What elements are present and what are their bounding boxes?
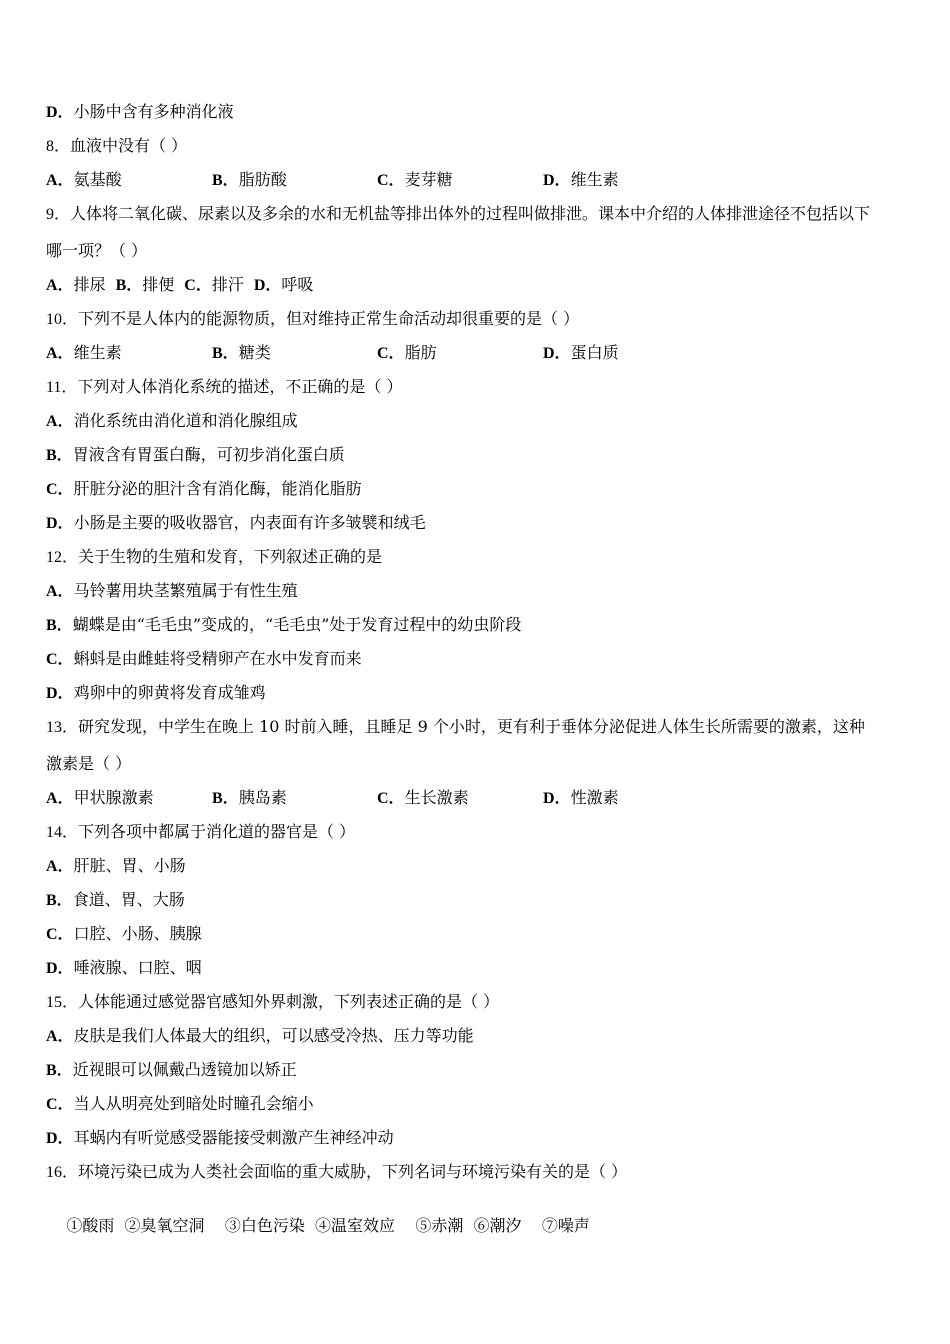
option-text: 性激素 xyxy=(570,788,619,807)
option-text: 蝴蝶是由“毛毛虫”变成的，“毛毛虫”处于发育过程中的幼虫阶段 xyxy=(72,615,522,634)
q12-stem xyxy=(46,547,382,567)
option-text: 肝脏分泌的胆汁含有消化酶，能消化脂肪 xyxy=(73,479,362,498)
option-text: 食道、胃、大肠 xyxy=(72,890,185,909)
option-label: A． xyxy=(46,858,74,875)
q9-options xyxy=(46,275,323,295)
q15-option-b xyxy=(46,1060,297,1080)
option-text: 近视眼可以佩戴凸透镜加以矫正 xyxy=(72,1060,297,1079)
q13-option-d xyxy=(543,788,619,809)
option-label: B． xyxy=(46,1062,73,1079)
question-text: 关于生物的生殖和发育，下列叙述正确的是 xyxy=(78,547,383,566)
option-label: B． xyxy=(212,790,239,807)
q13-option-a xyxy=(46,788,154,809)
option-label: D． xyxy=(543,345,571,362)
option-label: B． xyxy=(212,172,239,189)
option-text: 小肠中含有多种消化液 xyxy=(73,102,234,121)
q13-option-c xyxy=(377,788,469,809)
question-text: 下列不是人体内的能源物质，但对维持正常生命活动却很重要的是（ ） xyxy=(78,309,580,328)
q11-option-c xyxy=(46,479,362,499)
q8-option-a xyxy=(46,170,122,191)
option-text: 呼吸 xyxy=(281,275,314,294)
option-text: 小肠是主要的吸收器官，内表面有许多皱襞和绒毛 xyxy=(73,513,426,532)
option-label: B． xyxy=(46,617,73,634)
q13-stem-line1 xyxy=(46,717,865,737)
option-text: 排汗 xyxy=(211,275,244,294)
option-text: 生长激素 xyxy=(404,788,469,807)
option-text: 当人从明亮处到暗处时瞳孔会缩小 xyxy=(73,1094,314,1113)
option-text: 马铃薯用块茎繁殖属于有性生殖 xyxy=(73,581,298,600)
option-label: B． xyxy=(115,277,143,294)
q13-stem-line2 xyxy=(46,754,131,774)
q12-option-b xyxy=(46,615,521,635)
q10-option-d xyxy=(543,343,619,364)
q14-option-d xyxy=(46,958,202,978)
question-text: 激素是（ ） xyxy=(46,754,132,773)
option-label: D． xyxy=(543,172,571,189)
option-text: 氨基酸 xyxy=(73,170,122,189)
numbered-items-text: ①酸雨 ②臭氧空洞 ③白色污染 ④温室效应 ⑤赤潮 ⑥潮汐 ⑦噪声 xyxy=(66,1216,590,1235)
q9-option-a xyxy=(46,275,106,294)
q11-option-b xyxy=(46,445,345,465)
option-label: A． xyxy=(46,172,74,189)
option-text: 维生素 xyxy=(73,343,122,362)
q9-stem-line2 xyxy=(46,241,147,261)
option-label: A． xyxy=(46,790,74,807)
q8-option-b xyxy=(212,170,287,191)
q15-stem xyxy=(46,992,499,1012)
q12-option-a xyxy=(46,581,298,601)
option-label: A． xyxy=(46,413,74,430)
option-label: D． xyxy=(543,790,571,807)
q15-option-a xyxy=(46,1026,474,1046)
option-text: 蝌蚪是由雌蛙将受精卵产在水中发育而来 xyxy=(73,649,362,668)
q9-stem-line1 xyxy=(46,204,870,224)
q16-items xyxy=(46,1196,590,1235)
question-text: 哪一项？（ ） xyxy=(46,241,148,260)
q10-option-b xyxy=(212,343,271,364)
q8-option-d xyxy=(543,170,619,191)
q12-option-d xyxy=(46,683,266,703)
option-label: B． xyxy=(46,892,73,909)
q8-option-c xyxy=(377,170,453,191)
q15-option-d xyxy=(46,1128,394,1148)
option-label: A． xyxy=(46,277,74,294)
q8-options xyxy=(46,170,906,190)
q11-stem xyxy=(46,377,403,397)
q9-option-d xyxy=(254,275,314,294)
option-text: 蛋白质 xyxy=(570,343,619,362)
question-number: 8． xyxy=(46,138,71,155)
question-number: 10． xyxy=(46,311,79,328)
option-text: 排尿 xyxy=(73,275,106,294)
option-label: C． xyxy=(377,345,405,362)
q11-option-d xyxy=(46,513,426,533)
option-label: A． xyxy=(46,1028,74,1045)
option-text: 胰岛素 xyxy=(238,788,287,807)
q10-option-a xyxy=(46,343,122,364)
question-number: 15． xyxy=(46,994,79,1011)
option-text: 口腔、小肠、胰腺 xyxy=(73,924,202,943)
option-text: 耳蜗内有听觉感受器能接受刺激产生神经冲动 xyxy=(73,1128,394,1147)
option-text: 胃液含有胃蛋白酶，可初步消化蛋白质 xyxy=(72,445,345,464)
option-text: 脂肪酸 xyxy=(238,170,287,189)
q14-option-c xyxy=(46,924,202,944)
q10-stem xyxy=(46,309,579,329)
q12-option-c xyxy=(46,649,362,669)
question-number: 13． xyxy=(46,719,79,736)
q14-option-b xyxy=(46,890,185,910)
q9-option-b xyxy=(116,275,175,294)
option-text: 甲状腺激素 xyxy=(73,788,154,807)
question-number: 12． xyxy=(46,549,79,566)
option-text: 排便 xyxy=(142,275,175,294)
option-text: 鸡卵中的卵黄将发育成雏鸡 xyxy=(73,683,266,702)
option-label: C． xyxy=(184,277,212,294)
option-label: D． xyxy=(46,1130,74,1147)
question-text: 环境污染已成为人类社会面临的重大威胁，下列名词与环境污染有关的是（ ） xyxy=(78,1162,628,1181)
q7-option-d xyxy=(46,102,234,122)
question-number: 14． xyxy=(46,824,79,841)
option-label: D． xyxy=(46,685,74,702)
question-text: 人体能通过感觉器官感知外界刺激，下列表述正确的是（ ） xyxy=(78,992,500,1011)
q13-option-b xyxy=(212,788,287,809)
option-label: C． xyxy=(46,1096,74,1113)
q10-options xyxy=(46,343,906,363)
option-label: C． xyxy=(46,651,74,668)
option-label: D． xyxy=(253,277,282,294)
q13-options xyxy=(46,788,906,808)
question-text: 人体将二氧化碳、尿素以及多余的水和无机盐等排出体外的过程叫做排泄。课本中介绍的人体排泄途径不包括以下 xyxy=(70,204,871,223)
q11-option-a xyxy=(46,411,298,431)
q10-option-c xyxy=(377,343,437,364)
q14-stem xyxy=(46,822,355,842)
question-number: 16． xyxy=(46,1164,79,1181)
option-text: 麦芽糖 xyxy=(404,170,453,189)
option-text: 皮肤是我们人体最大的组织，可以感受冷热、压力等功能 xyxy=(73,1026,474,1045)
question-text: 研究发现，中学生在晚上 10 时前入睡，且睡足 9 个小时，更有利于垂体分泌促进人体生长所需要的激素，这种 xyxy=(78,717,865,736)
q15-option-c xyxy=(46,1094,314,1114)
option-text: 维生素 xyxy=(570,170,619,189)
q14-option-a xyxy=(46,856,186,876)
q8-stem xyxy=(46,136,187,156)
option-label: B． xyxy=(46,447,73,464)
q16-stem xyxy=(46,1162,627,1182)
option-label: A． xyxy=(46,583,74,600)
option-label: A． xyxy=(46,345,74,362)
question-text: 血液中没有（ ） xyxy=(70,136,188,155)
option-label: C． xyxy=(46,481,74,498)
option-label: C． xyxy=(46,926,74,943)
option-text: 消化系统由消化道和消化腺组成 xyxy=(73,411,298,430)
option-label: D． xyxy=(46,515,74,532)
q9-option-c xyxy=(184,275,244,294)
question-text: 下列各项中都属于消化道的器官是（ ） xyxy=(78,822,356,841)
option-label: B． xyxy=(212,345,239,362)
question-number: 9． xyxy=(46,206,71,223)
question-text: 下列对人体消化系统的描述，不正确的是（ ） xyxy=(77,377,403,396)
option-text: 唾液腺、口腔、咽 xyxy=(73,958,202,977)
option-text: 肝脏、胃、小肠 xyxy=(73,856,186,875)
option-label: C． xyxy=(377,172,405,189)
question-number: 11． xyxy=(46,379,78,396)
option-label: D． xyxy=(46,104,74,121)
option-text: 脂肪 xyxy=(404,343,437,362)
option-label: D． xyxy=(46,960,74,977)
option-label: C． xyxy=(377,790,405,807)
option-text: 糖类 xyxy=(238,343,271,362)
